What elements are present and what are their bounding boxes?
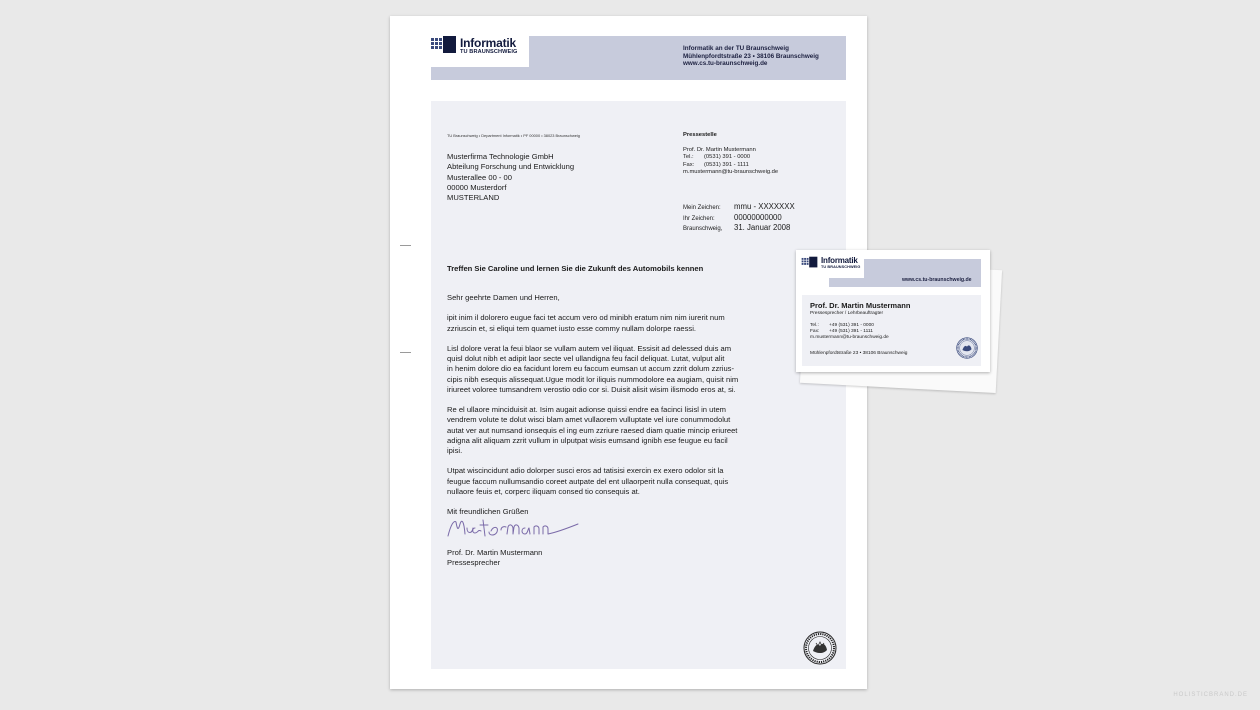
card-role: Pressesprecher / Lehrbeauftragter <box>810 311 884 316</box>
handwritten-signature <box>445 514 585 544</box>
sender-line: TU Braunschweig • Department Informatik • PF 00000 • 38023 Braunschweig <box>447 133 580 138</box>
recipient-line: Musterfirma Technologie GmbH <box>447 152 554 161</box>
card-logo-title: Informatik <box>821 255 858 265</box>
signer-title: Pressesprecher <box>447 558 501 568</box>
card-email: m.mustermann@tu-braunschweig.de <box>810 335 889 341</box>
building-grid-icon <box>801 256 818 270</box>
card-logo-subtitle: TU BRAUNSCHWEIG <box>821 264 861 269</box>
recipient-address <box>447 152 574 203</box>
press-tel-row: Tel.: (0531) 391 - 0000 <box>683 154 751 161</box>
press-fax-row: Fax: (0531) 391 - 1111 <box>683 161 749 168</box>
reference-row: Ihr Zeichen: 00000000000 <box>683 212 782 222</box>
letter-subject: Treffen Sie Caroline und lernen Sie die Zukunft des Automobils kennen <box>447 264 704 273</box>
card-details <box>802 295 981 366</box>
informatik-logo <box>430 35 517 57</box>
signer-name: Prof. Dr. Martin Mustermann <box>447 548 543 557</box>
signer-block <box>447 548 542 568</box>
press-email: m.mustermann@tu-braunschweig.de <box>683 169 779 176</box>
letter-body-area <box>431 101 846 669</box>
recipient-line: MUSTERLAND <box>447 193 500 203</box>
press-office-title: Pressestelle <box>683 132 717 138</box>
institution-street: Mühlenpfordtstraße 23 • 38106 Braunschweig <box>683 52 819 60</box>
letter-text <box>447 293 783 528</box>
institution-website: www.cs.tu-braunschweig.de <box>683 60 768 68</box>
university-seal-icon <box>803 631 837 665</box>
card-contact <box>810 323 889 341</box>
paragraph: Lisl dolore verat la feui blaor se vullam autem vel iliquat. Essisit ad delessed duis am quisl dolut nibh et adipit laor secte vel ullandigna feu facil deliquat. Lutat, vulput alit in henim dolore dio ea facidunt lorem eu faccum eumsan ut accum zzrit dolum zzrius- cipis nibh esequis alissequat.Ugue modit lor iliquis nummodolore ea augiam, quisit nim iriureet voloree tumsandrem verostio odio cor si. Duisit alisit wisim ilismodo eros at, si. <box>447 343 739 394</box>
card-informatik-logo <box>801 256 860 270</box>
logo-title: Informatik <box>460 35 517 50</box>
reference-row: Mein Zeichen: mmu - XXXXXXX <box>683 202 795 211</box>
card-name: Prof. Dr. Martin Mustermann <box>810 301 911 310</box>
recipient-line: Abteilung Forschung und Entwicklung <box>447 162 575 172</box>
fold-mark <box>400 352 411 353</box>
paragraph: ipit inim il dolorero eugue faci tet accum vero od minibh eratum nim nim iurerit num zzriuscin et, si eliqui tem quamet iusto esse commy nullam dolorpe raessi. <box>447 313 725 333</box>
watermark: HOLISTICBRAND.DE <box>1173 692 1248 698</box>
card-fax-row: Fax: +49 (531) 391 - 1111 <box>810 329 873 335</box>
press-office-block <box>683 132 778 176</box>
card-seal-icon <box>956 337 978 359</box>
business-card <box>796 250 990 372</box>
fold-mark <box>400 245 411 246</box>
building-grid-icon <box>430 35 457 57</box>
recipient-line: 00000 Musterdorf <box>447 182 507 192</box>
card-tel-row: Tel.: +49 (531) 391 - 0000 <box>810 323 874 328</box>
letterhead-address <box>683 45 819 68</box>
card-address: Mühlenpfordtstraße 23 • 38106 Braunschweig <box>810 351 908 356</box>
institution-name: Informatik an der TU Braunschweig <box>683 45 790 52</box>
salutation: Sehr geehrte Damen und Herren, <box>447 293 560 302</box>
paragraph: Utpat wiscincidunt adio dolorper susci eros ad tatisisi exercin ex exero odolor sit la feugue faccum nullumsandio coreet autpate del ent ullaorperit nulla consequat, quis nullaore feuis et, corperc iliquam consed tio consequis at. <box>447 466 729 496</box>
reference-row: Braunschweig, 31. Januar 2008 <box>683 223 791 232</box>
closing: Mit freundlichen Grüßen <box>447 507 529 517</box>
paragraph: Re el ullaore minciduisit at. Isim augait adionse quissi endre ea facinci lisisl in utem vendrem volute te dolut wisci blam amet vullaorem vulluptate vel iure conummodolut autat ver aut numsand ionsequis el ing eum zzriure raesed diam quatie mincip eriureet adigna alit aliquam zzrit vullum in ulputpat wisis eumsand ignibh ese feugue eu facil ipisi. <box>447 405 738 455</box>
press-contact-name: Prof. Dr. Martin Mustermann <box>683 146 756 153</box>
recipient-line: Musterallee 00 - 00 <box>447 172 513 182</box>
reference-block <box>683 202 795 234</box>
card-website: www.cs.tu-braunschweig.de <box>902 277 972 283</box>
logo-subtitle: TU BRAUNSCHWEIG <box>460 48 518 55</box>
